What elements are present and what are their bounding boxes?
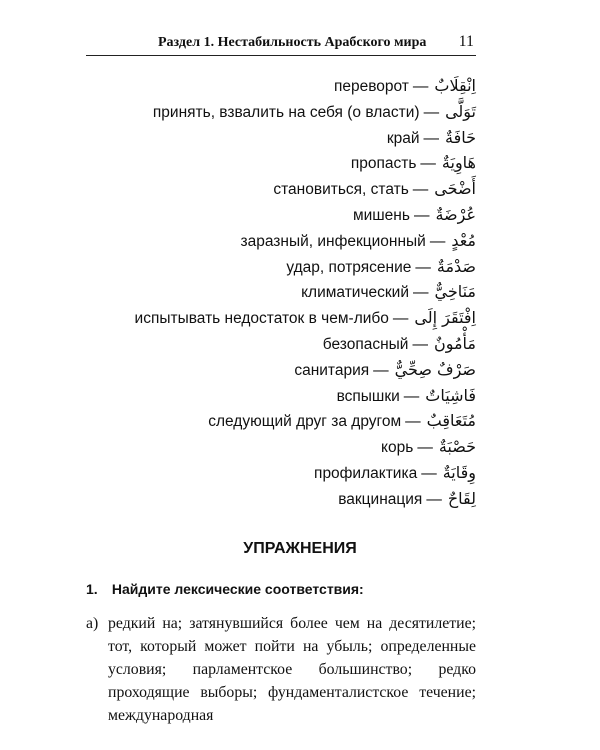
vocab-row — [86, 202, 476, 228]
section-title: Раздел 1. Нестабильность Арабского мира — [158, 35, 427, 50]
vocab-arabic: هَاوِيَةٌ — [441, 153, 476, 173]
vocab-dash: — — [412, 78, 429, 95]
vocab-arabic: أَضْحَى — [434, 179, 476, 199]
vocab-arabic: حَصْبَةٌ — [438, 437, 476, 457]
vocab-arabic: مُعْدٍ — [451, 230, 476, 250]
vocab-arabic: مُتَعَاقِبٌ — [426, 411, 476, 431]
vocab-arabic: تَوَلَّى — [445, 101, 476, 121]
vocab-dash: — — [405, 413, 421, 431]
vocab-dash: — — [423, 129, 439, 147]
vocab-russian: корь — [381, 439, 414, 457]
vocab-row — [86, 254, 476, 280]
task-text: Найдите лексические соответствия: — [111, 581, 364, 597]
vocab-row — [86, 486, 476, 512]
vocab-russian: переворот — [333, 78, 409, 95]
vocab-russian: удар, потрясение — [286, 258, 412, 276]
vocab-dash: — — [423, 103, 440, 121]
vocab-russian: испытывать недостаток в чем-либо — [134, 310, 389, 328]
vocab-dash: — — [403, 387, 420, 405]
vocab-dash: — — [412, 335, 428, 353]
vocab-russian: санитария — [294, 361, 370, 379]
vocab-row — [86, 460, 476, 486]
vocab-row — [86, 408, 476, 434]
vocab-russian: профилактика — [314, 464, 418, 482]
vocab-dash: — — [413, 284, 429, 302]
vocab-russian: вакцинация — [338, 490, 423, 508]
vocab-russian: следующий друг за другом — [208, 413, 402, 431]
vocab-row — [86, 125, 476, 151]
vocab-arabic: مَأْمُونٌ — [433, 333, 476, 353]
vocab-russian: становиться, стать — [273, 181, 409, 199]
vocab-row — [86, 357, 476, 383]
vocab-dash: — — [373, 361, 389, 379]
vocab-arabic: صَدْمَةٌ — [436, 256, 476, 276]
vocab-arabic: صَرْفٌ صِحِّيٌّ — [394, 359, 476, 379]
vocab-russian: климатический — [301, 284, 409, 302]
item-marker: а) — [86, 615, 99, 632]
vocab-row — [86, 150, 476, 176]
task-heading — [86, 581, 364, 597]
vocab-arabic: حَافَةٌ — [445, 127, 476, 147]
item-text: редкий на; затянувшийся более чем на десятилетие; тот, который может пойти на убыль; определенные условия; парламентское большинство; редко проходящие выборы; фундаменталистское течение; международная — [108, 615, 476, 724]
vocab-russian: безопасный — [322, 335, 409, 353]
vocab-arabic: لِقَاحٌ — [447, 488, 476, 508]
vocab-arabic: فَاشِيَاتٌ — [425, 385, 476, 405]
vocab-russian: пропасть — [350, 155, 417, 173]
vocab-dash: — — [412, 181, 429, 199]
vocab-dash: — — [415, 258, 431, 276]
page-number: 11 — [458, 33, 474, 50]
vocab-dash: — — [421, 464, 437, 482]
vocab-row — [86, 279, 476, 305]
vocab-row — [86, 331, 476, 357]
vocab-row — [86, 434, 476, 460]
vocab-russian: принять, взвалить на себя (о власти) — [152, 103, 420, 121]
vocab-arabic: عُرْضَةٌ — [435, 204, 476, 224]
vocab-dash: — — [413, 206, 430, 224]
vocab-arabic: اِنْقِلَابٌ — [434, 76, 476, 95]
vocab-arabic: مَنَاخِيٌّ — [434, 282, 476, 302]
exercises-heading: УПРАЖНЕНИЯ — [243, 540, 357, 557]
vocab-row — [86, 176, 476, 202]
vocab-arabic: وِقَايَةٌ — [442, 462, 476, 482]
vocab-row — [86, 383, 476, 409]
vocab-arabic: اِفْتَقَرَ إِلَى — [414, 308, 476, 328]
vocab-russian: мишень — [352, 206, 410, 224]
vocab-russian: вспышки — [336, 387, 400, 405]
task-number: 1. — [86, 581, 98, 597]
vocabulary-list — [86, 73, 476, 512]
vocab-russian: край — [386, 129, 420, 147]
vocab-dash: — — [392, 310, 409, 328]
exercise-item — [86, 612, 476, 727]
vocab-row — [86, 228, 476, 254]
vocab-row — [86, 73, 476, 99]
running-header — [86, 33, 476, 56]
vocab-dash: — — [420, 155, 436, 173]
vocab-row — [86, 305, 476, 331]
vocab-dash: — — [426, 490, 442, 508]
vocab-dash: — — [417, 439, 433, 457]
vocab-row — [86, 99, 476, 125]
vocab-russian: заразный, инфекционный — [240, 232, 426, 250]
vocab-dash: — — [429, 232, 446, 250]
